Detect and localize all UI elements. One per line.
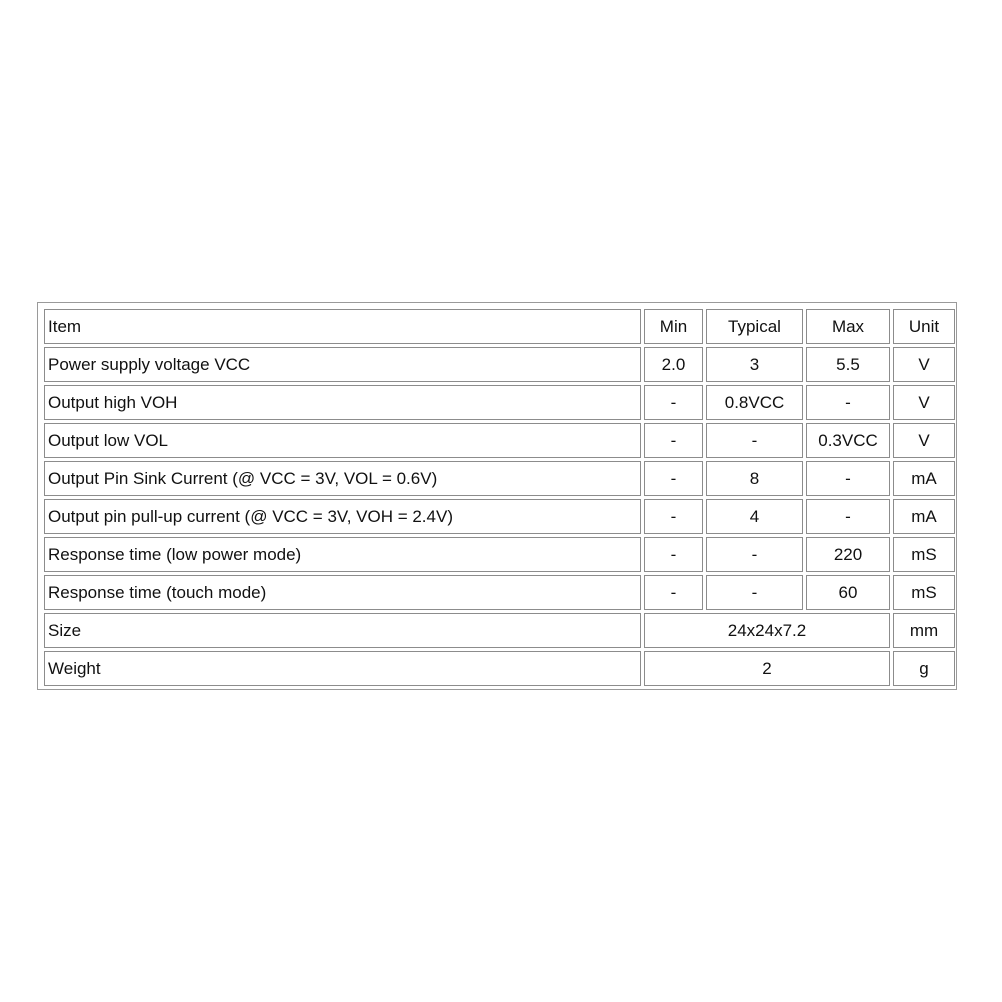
table-row-merged	[44, 613, 955, 648]
table-row	[44, 575, 955, 610]
table-row-merged	[44, 651, 955, 686]
cell-merged-value: 2	[644, 651, 890, 686]
table-row	[44, 423, 955, 458]
cell-min: -	[644, 461, 703, 496]
table-row	[44, 385, 955, 420]
table-row	[44, 537, 955, 572]
cell-unit: mA	[893, 461, 955, 496]
spec-table	[41, 306, 958, 689]
cell-unit: V	[893, 385, 955, 420]
cell-unit: mA	[893, 499, 955, 534]
cell-typical: -	[706, 575, 803, 610]
cell-item: Size	[44, 613, 641, 648]
cell-min: -	[644, 385, 703, 420]
header-max: Max	[806, 309, 890, 344]
cell-item: Weight	[44, 651, 641, 686]
cell-unit: mm	[893, 613, 955, 648]
table-row	[44, 461, 955, 496]
cell-item: Response time (touch mode)	[44, 575, 641, 610]
cell-merged-value: 24x24x7.2	[644, 613, 890, 648]
cell-unit: mS	[893, 537, 955, 572]
cell-item: Power supply voltage VCC	[44, 347, 641, 382]
table-row	[44, 347, 955, 382]
cell-typical: -	[706, 537, 803, 572]
cell-item: Output low VOL	[44, 423, 641, 458]
spec-table-frame	[37, 302, 957, 690]
header-typical: Typical	[706, 309, 803, 344]
table-row	[44, 499, 955, 534]
header-item: Item	[44, 309, 641, 344]
header-row	[44, 309, 955, 344]
cell-max: 0.3VCC	[806, 423, 890, 458]
cell-min: -	[644, 423, 703, 458]
cell-typical: -	[706, 423, 803, 458]
cell-max: 5.5	[806, 347, 890, 382]
cell-max: -	[806, 385, 890, 420]
cell-item: Output Pin Sink Current (@ VCC = 3V, VOL = 0.6V)	[44, 461, 641, 496]
cell-max: -	[806, 499, 890, 534]
cell-item: Output pin pull-up current (@ VCC = 3V, VOH = 2.4V)	[44, 499, 641, 534]
header-unit: Unit	[893, 309, 955, 344]
cell-min: 2.0	[644, 347, 703, 382]
cell-typical: 3	[706, 347, 803, 382]
cell-item: Response time (low power mode)	[44, 537, 641, 572]
cell-min: -	[644, 537, 703, 572]
cell-max: 60	[806, 575, 890, 610]
cell-min: -	[644, 499, 703, 534]
header-min: Min	[644, 309, 703, 344]
cell-typical: 0.8VCC	[706, 385, 803, 420]
cell-min: -	[644, 575, 703, 610]
cell-max: -	[806, 461, 890, 496]
cell-unit: V	[893, 347, 955, 382]
cell-item: Output high VOH	[44, 385, 641, 420]
cell-max: 220	[806, 537, 890, 572]
cell-unit: mS	[893, 575, 955, 610]
cell-typical: 8	[706, 461, 803, 496]
cell-typical: 4	[706, 499, 803, 534]
cell-unit: V	[893, 423, 955, 458]
cell-unit: g	[893, 651, 955, 686]
